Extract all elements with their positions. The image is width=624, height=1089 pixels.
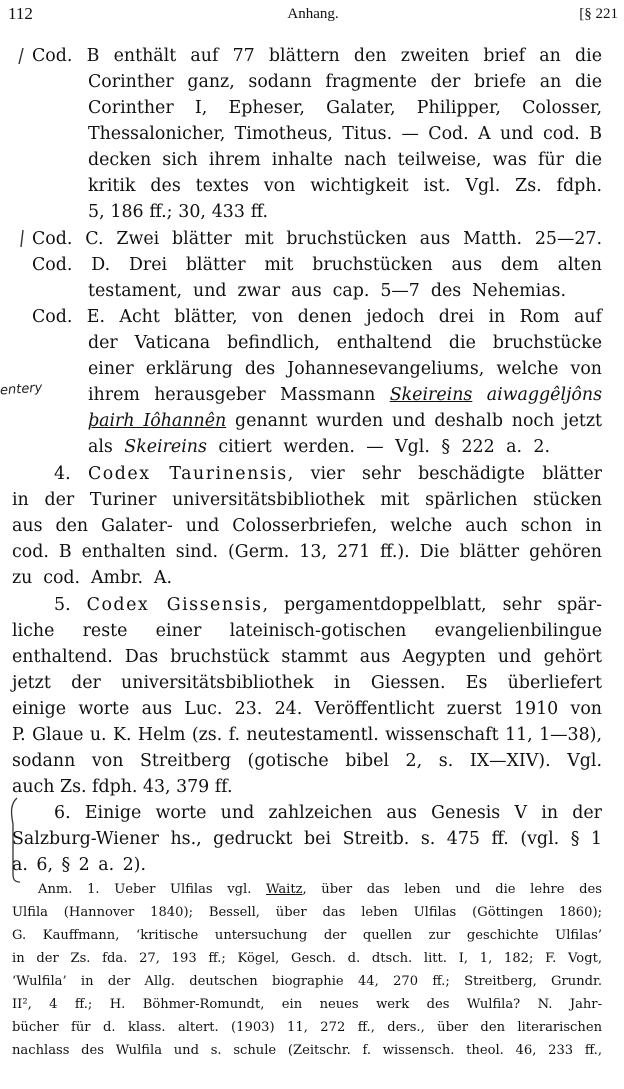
text-line: auch Zs. fdph. 43, 379 ff. [12,777,233,797]
text-line: der Vaticana befindlich, enthaltend die bruchstücke [88,333,602,353]
text-line: Cod. C. Zwei blätter mit bruchstücken aus Matth. 25—27. [32,229,602,249]
text-span: als [88,437,125,457]
text-line: aus den Galater- und Colosserbriefen, welche auch schon in [12,516,602,536]
text-span: Codex Gissensis [86,595,263,615]
text-line: P. Glaue u. K. Helm (zs. f. neutestamentl. wissenschaft 11, 1—38), [12,725,602,745]
footnote-line: ‘Wulfila’ in der Allg. deutschen biographie 44, 270 ff.; Streitberg, Grundr. [12,974,602,989]
text-line: einige worte aus Luc. 23. 24. Veröffentlicht zuerst 1910 von [12,699,602,719]
text-span: genannt wurden und deshalb noch jetzt [226,411,602,431]
footnote-line: G. Kauffmann, ‘kritische untersuchung der quellen zur geschichte Ulfilas’ [12,928,602,943]
text-line: cod. B enthalten sind. (Germ. 13, 271 ff.). Die blätter gehören [12,542,602,562]
text-span: ihrem herausgeber Massmann [88,385,390,405]
text-line: jetzt der universitätsbibliothek in Giessen. Es überliefert [12,673,602,693]
text-line: einer erklärung des Johannesevangeliums, welche von [88,359,602,379]
footnote-line: in der Zs. fda. 27, 193 ff.; Kögel, Gesch. d. dtsch. litt. I, 1, 182; F. Vogt, [12,951,602,966]
running-title: Anhang. [287,6,339,22]
margin-handwriting: entery [0,380,43,399]
text-line [88,383,602,408]
text-span: Codex Taurinensis [88,464,288,484]
footnote-line: nachlass des Wulfila und s. schule (Zeitschr. f. wissensch. theol. 46, 233 ff., [12,1043,602,1058]
text-line: 5, 186 ff.; 30, 433 ff. [88,202,268,222]
text-span: citiert werden. — Vgl. § 222 a. 2. [206,437,550,457]
text-line: in der Turiner universitätsbibliothek mit spärlichen stücken [12,490,602,510]
text-span: Anm. 1. Ueber Ulfilas vgl. [38,882,267,897]
text-line: Thessalonicher, Timotheus, Titus. — Cod. A und cod. B [88,124,602,144]
footnote-line: II², 4 ff.; H. Böhmer-Romundt, ein neues werk des Wulfila? N. Jahr- [12,997,602,1012]
text-span: , pergamentdoppelblatt, sehr spär- [262,595,602,615]
text-line: enthaltend. Das bruchstück stammt aus Aegypten und gehört [12,647,602,667]
text-span: Waitz [266,882,303,897]
text-span: 4. [54,464,88,484]
text-line: sodann von Streitberg (gotische bibel 2, s. IX—XIV). Vgl. [12,751,602,771]
text-line: Salzburg-Wiener hs., gedruckt bei Streitb. s. 475 ff. (vgl. § 1 [12,829,602,849]
text-line: decken sich ihrem inhalte nach teilweise, was für die [88,150,602,170]
pencil-tick-mark [16,46,26,68]
text-line: 6. Einige worte und zahlzeichen aus Genesis V in der [54,803,602,823]
section-reference: [§ 221 [579,6,618,22]
footnote-line [38,880,602,900]
text-line: Cod. E. Acht blätter, von denen jedoch drei in Rom auf [32,307,602,327]
text-span [472,385,486,405]
text-line: liche reste einer lateinisch-gotischen evangelienbilingue [12,621,602,641]
text-line [54,593,602,618]
page-number: 112 [8,4,33,23]
text-span: Skeireins [389,385,473,405]
text-span: , über das leben und die lehre des [302,882,602,897]
text-span: , vier sehr beschädigte blätter [287,464,602,484]
text-line [54,462,602,487]
text-span: aiwaggêljôns [486,385,602,405]
text-span: 5. [54,595,87,615]
text-line: a. 6, § 2 a. 2). [12,855,146,875]
text-line: testament, und zwar aus cap. 5—7 des Nehemias. [88,281,566,301]
text-span: Skeireins [124,437,207,457]
text-line [88,409,602,434]
text-line: kritik des textes von wichtigkeit ist. Vgl. Zs. fdph. [88,176,602,196]
running-header [8,4,618,28]
text-span: þairh Iôhannên [88,411,227,431]
text-line: Cod. D. Drei blätter mit bruchstücken aus dem alten [32,255,602,275]
footnote-line: Ulfila (Hannover 1840); Bessell, über das leben Ulfilas (Göttingen 1860); [12,905,602,920]
text-line [88,435,550,460]
text-line: zu cod. Ambr. A. [12,568,172,588]
footnote-line: bücher für d. klass. altert. (1903) 11, 272 ff., ders., über den literarischen [12,1020,602,1035]
text-line: Cod. B enthält auf 77 blättern den zweiten brief an die [32,46,602,66]
text-line: Corinther I, Epheser, Galater, Philipper, Colosser, [88,98,602,118]
pencil-tick-mark [17,228,27,250]
text-line: Corinther ganz, sodann fragmente der briefe an die [88,72,602,92]
